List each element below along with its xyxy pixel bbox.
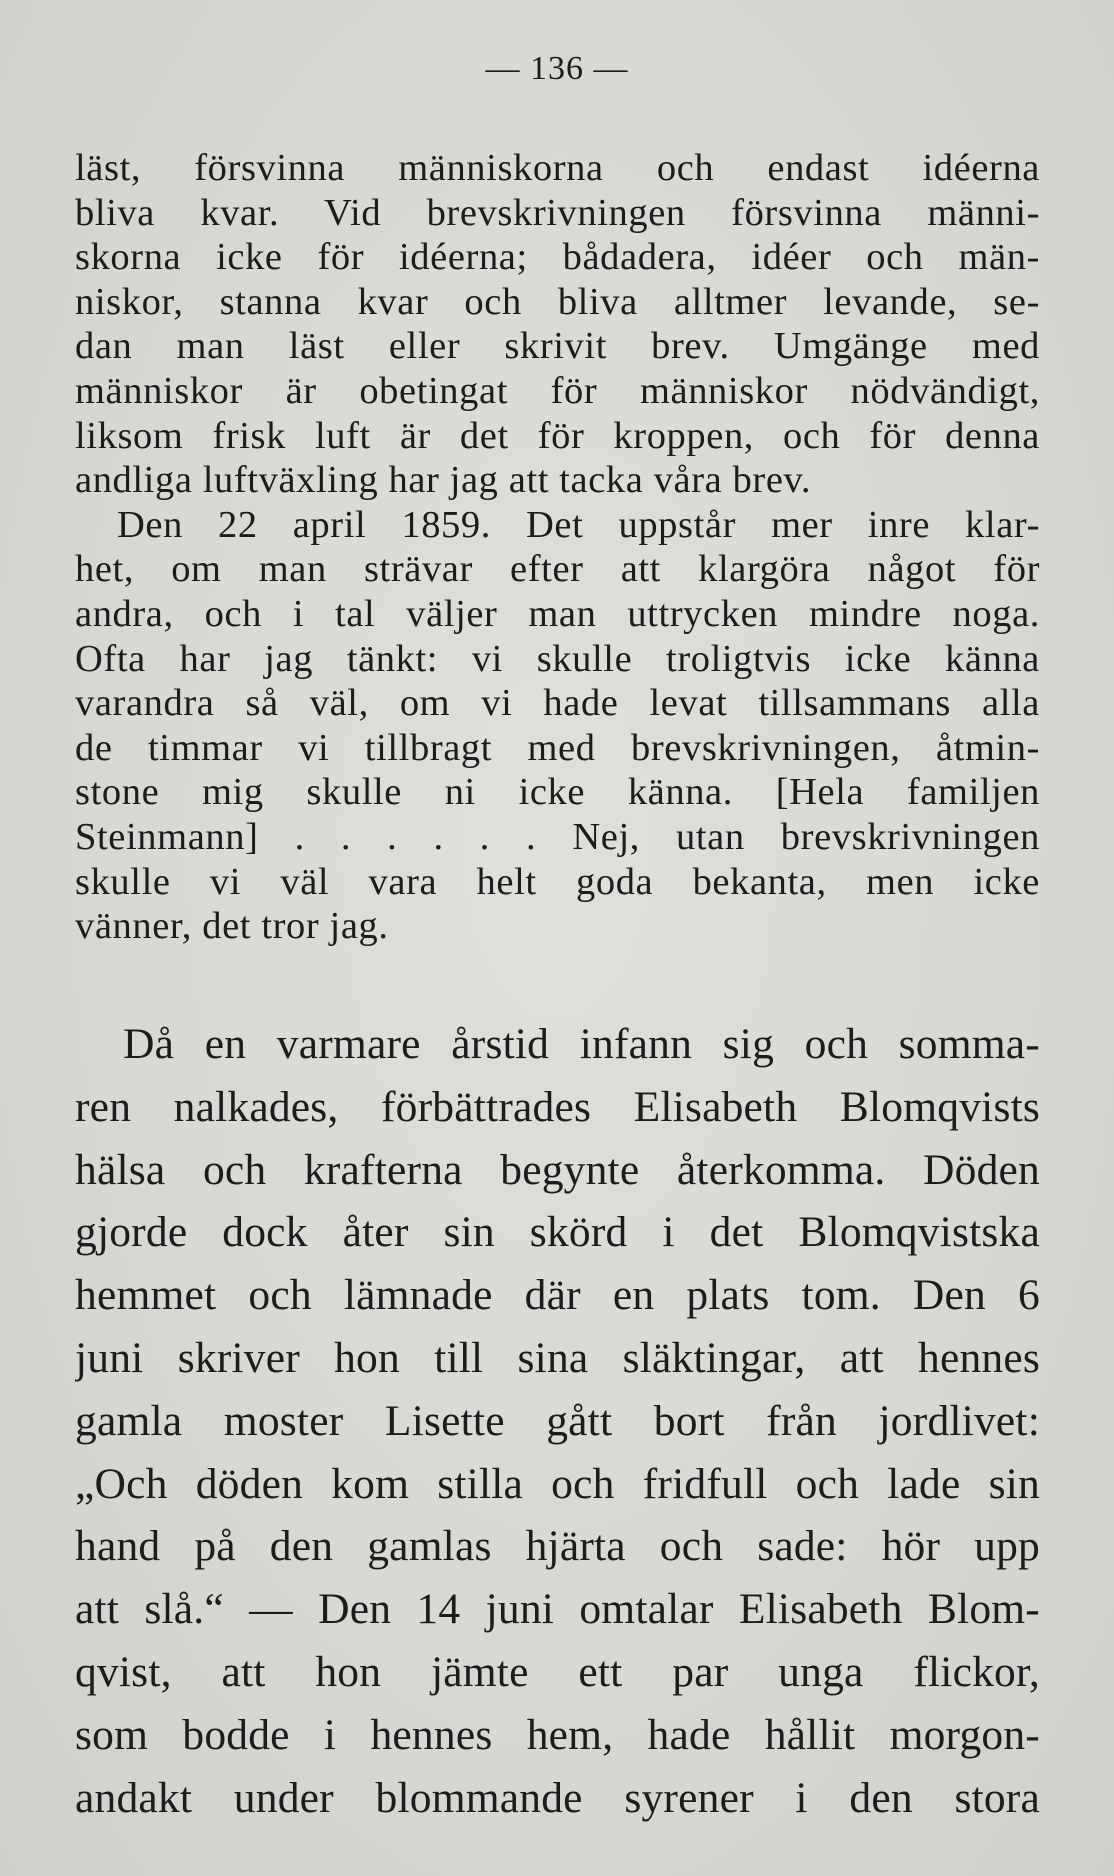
page-number: — 136 — [485,50,629,87]
text-line: qvist, att hon jämte ett par unga flickor, [75,1647,1040,1696]
text-line: läst, försvinna människorna och endast idéerna [75,147,1040,189]
main-paragraph [75,1013,1040,1829]
text-line: Då en varmare årstid infann sig och somma- [123,1020,1040,1068]
text-line: som bodde i hennes hem, hade hållit morgon- [75,1710,1040,1759]
text-line: juni skriver hon till sina släktingar, att hennes [75,1333,1040,1382]
text-line: het, om man strävar efter att klargöra något för [75,548,1040,591]
text-line: gjorde dock åter sin skörd i det Blomqvistska [75,1208,1040,1257]
text-line: dan man läst eller skrivit brev. Umgänge med [75,325,1040,368]
text-line: stone mig skulle ni icke känna. [Hela familjen [75,771,1040,814]
text-line: liksom frisk luft är det för kroppen, och för denna [75,414,1040,457]
text-line: vänner, det tror jag. [75,905,389,948]
text-line: bliva kvar. Vid brevskrivningen försvinna männi- [75,191,1040,234]
letter-excerpt [75,146,1040,949]
text-line: skorna icke för idéerna; bådadera, idéer och män- [75,236,1040,279]
text-line: andliga luftväxling har jag att tacka våra brev. [75,459,812,502]
text-line: gamla moster Lisette gått bort från jordlivet: [75,1396,1040,1445]
text-line: hälsa och krafterna begynte återkomma. Döden [75,1145,1040,1194]
text-line: andakt under blommande syrener i den stora [75,1773,1040,1822]
text-line: hand på den gamlas hjärta och sade: hör upp [75,1522,1040,1571]
text-line: Ofta har jag tänkt: vi skulle troligtvis icke känna [75,637,1040,680]
text-line: Den 22 april 1859. Det uppstår mer inre klar- [117,503,1040,546]
text-line: att slå.“ — Den 14 juni omtalar Elisabeth Blom- [75,1585,1040,1634]
text-line: människor är obetingat för människor nödvändigt, [75,369,1040,412]
text-line: andra, och i tal väljer man uttrycken mindre noga. [75,592,1040,635]
text-line: de timmar vi tillbragt med brevskrivningen, åtmin- [75,726,1040,769]
text-line: Steinmann] . . . . . . Nej, utan brevskrivningen [75,815,1040,858]
text-line: varandra så väl, om vi hade levat tillsammans alla [75,682,1040,725]
text-line: ren nalkades, förbättrades Elisabeth Blomqvists [75,1082,1040,1131]
text-line: „Och döden kom stilla och fridfull och lade sin [75,1459,1040,1508]
text-line: niskor, stanna kvar och bliva alltmer levande, se- [75,280,1040,323]
text-line: skulle vi väl vara helt goda bekanta, men icke [75,860,1040,903]
text-line: hemmet och lämnade där en plats tom. Den 6 [75,1271,1040,1320]
